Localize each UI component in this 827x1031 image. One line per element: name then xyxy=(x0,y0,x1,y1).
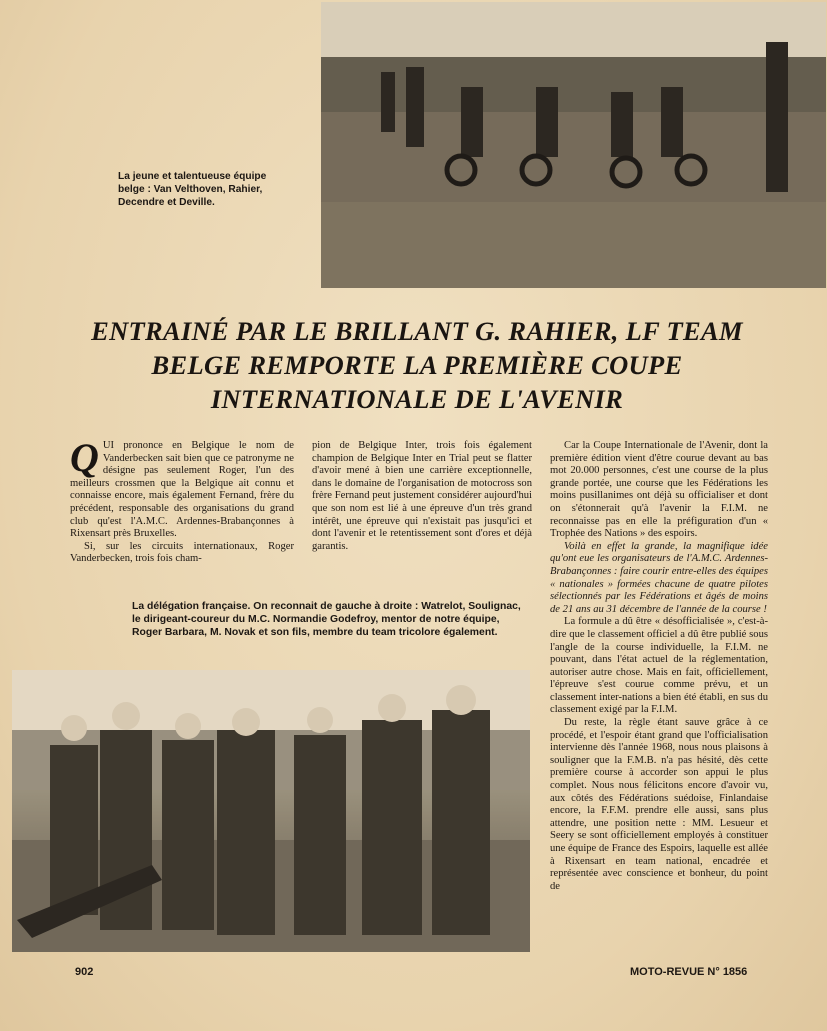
article-headline: ENTRAINÉ PAR LE BRILLANT G. RAHIER, LF TEAM BELGE REMPORTE LA PREMIÈRE COUPE INTERNATIONALE DE L'AVENIR xyxy=(91,316,743,414)
article-column-3 xyxy=(550,440,768,893)
paragraph: Si, sur les circuits internationaux, Roger Vanderbecken, trois fois cham- xyxy=(70,540,294,565)
paragraph: Car la Coupe Internationale de l'Avenir, dont la première édition vient d'être courue devant au bas mot 20.000 personnes, c'est une course de la plus grande portée, une course que les Fédérations les moins pusillanimes ont déjà su officialiser et dont on s'étonnerait qu'à l'avenir la F.I.M. ne reconnaisse pas en elle la préfiguration d'un « Trophée des Nations » des espoirs. xyxy=(550,440,768,540)
paragraph: UI prononce en Belgique le nom de Vanderbecken sait bien que ce patronyme ne désigne pas seulement Roger, l'un des meilleurs crossmen que la Belgique ait connu et connaisse encore, mais également Fernand, frère du précédent, responsable des organisations du grand club qu'est l'A.M.C. Ardennes-Brabançonnes à Rixensart près Bruxelles. xyxy=(70,440,294,540)
page-number: 902 xyxy=(75,966,94,978)
paragraph: pion de Belgique Inter, trois fois également champion de Belgique Inter en Trial peut se flatter d'avoir mené à bien une carrière exceptionnelle, dans le domaine de l'organisation de motocross son frère Fernand peut justement considérer aujourd'hui que son nom est lié à une épreuve d'un très grand intérêt, une épreuve qui n'existait pas jusqu'ici et dont l'avenir et le retentissement sont d'ores et déjà garantis. xyxy=(312,440,532,552)
article-column-1 xyxy=(70,435,294,566)
article-column-2 xyxy=(312,440,532,553)
drop-cap-letter: Q xyxy=(70,435,99,480)
paragraph: Du reste, la règle étant sauve grâce à ce procédé, et l'espoir étant grand que l'officialisation intervienne dès l'année 1968, nous nous plaisons à souligner que la F.M.B. n'a pas hésité, dès cette première course à accorder son appui le plus complet. Nous nous félicitons encore d'avoir vu, aux côtés des Fédérations suédoise, Finlandaise encore, la F.F.M. prendre elle aussi, sans plus attendre, une position nette : MM. Lesueur et Seery se sont officiellement employés à constituer une équipe de France des Espoirs, laquelle est allée à Rixensart en team national, encadrée et représentée avec conscience et bonheur, du point de xyxy=(550,717,768,892)
paragraph: La formule a dû être « désofficialisée », c'est-à-dire que le classement officiel a dû être publié sous l'angle de la course individuelle, la F.I.M. ne pouvant, dans l'état actuel de la réglementation, autoriser autre chose. Mais en fait, officiellement, l'épreuve s'est courue comme prévu, et un classement inter-nations a bien été établi, en sus du classement exigé par la F.I.M. xyxy=(550,616,768,716)
magazine-issue: MOTO-REVUE N° 1856 xyxy=(630,966,748,978)
photo-bottom-drawing xyxy=(12,670,530,952)
photo-top-drawing xyxy=(321,2,826,288)
motocross-riders-photo xyxy=(321,2,826,288)
top-photo-caption: La jeune et talentueuse équipe belge : Van Velthoven, Rahier, Decendre et Deville. xyxy=(118,171,267,208)
french-team-group-photo xyxy=(12,670,530,952)
middle-photo-caption: La délégation française. On reconnait de gauche à droite : Watrelot, Soulignac, le dirigeant-coureur du M.C. Normandie Godefroy, mentor de notre équipe, Roger Barbara, M. Novak et son fils, membre du team tricolore également. xyxy=(132,601,521,638)
paragraph: Voilà en effet la grande, la magnifique idée qu'ont eue les organisateurs de l'A.M.C. Ardennes-Brabançonnes : faire courir entre-elles des équipes « nationales » formées chacune de quatre pilotes sélectionnés par les Fédérations et âgés de moins de 21 ans au 31 décembre de l'année de la course ! xyxy=(550,540,768,615)
